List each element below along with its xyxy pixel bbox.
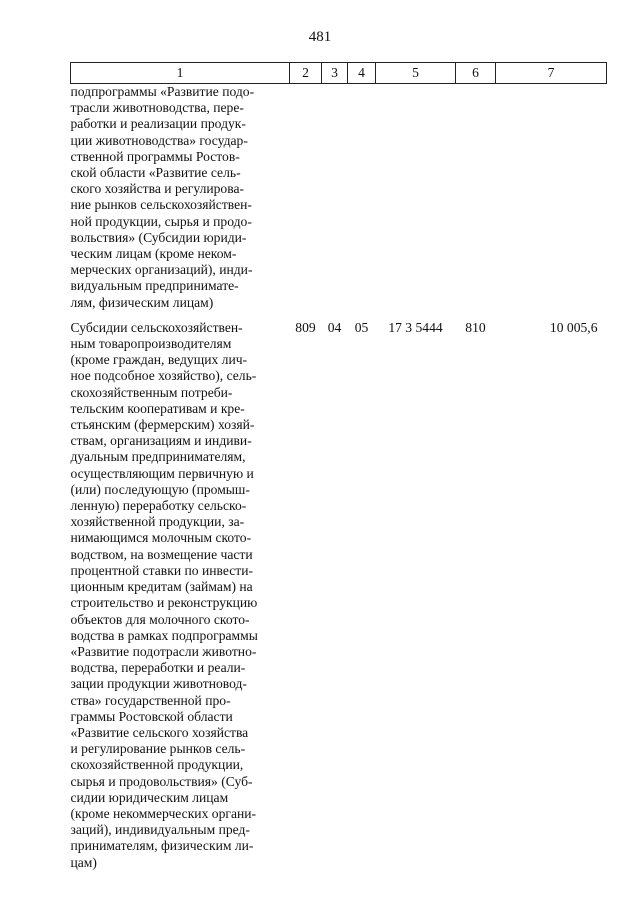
column-header-7: 7 (496, 63, 607, 84)
column-header-6: 6 (456, 63, 496, 84)
column-header-4: 4 (348, 63, 376, 84)
row-name-text: Субсидии сельскохозяйствен- ным товаропроизводителям (кроме граждан, ведущих лич- ное подсобное хозяйство), сель- скохозяйственным потреби- тельским кооперативам и кре- стьянским (фермерским) хозяй- ствам, организациям и индиви- дуальным предпринимателям, осуществляющим первичную и (или) последующую (промыш- ленную) переработку сельско- хозяйственной продукции, за- нимающимся молочным ското- водством, на возмещение части процентной ставки по инвести- ционным кредитам (займам) на строительство и реконструкцию объектов для молочного ското- водства в рамках подпрограммы «Развитие подотрасли животно- водства, переработки и реали- зации продукции животновод- ства» государственной про- граммы Ростовской области «Развитие сельского хозяйства и регулирование рынков сель- скохозяйственной продукции, сырья и продовольствия» (Суб- сидии юридическим лицам (кроме некоммерческих органи- заций), индивидуальным пред- принимателям, физическим ли- цам) (70, 319, 258, 870)
budget-table (70, 62, 607, 871)
cell-section-code: 04 (327, 319, 342, 335)
table-header (71, 63, 607, 84)
cell-target-article: 17 3 5444 (388, 319, 443, 335)
row-name-text: подпрограммы «Развитие подо- трасли животноводства, пере- работки и реализации продук- ции животноводства» государ- ственной программы Ростов- ской области «Развитие сель- ского хозяйства и регулирова- ние рынков сельскохозяйствен- ной продукции, сырья и продо- вольствия» (Субсидии юриди- ческим лицам (кроме неком- мерческих организаций), инди- видуальным предпринимате- лям, физическим лицам) (70, 84, 255, 310)
cell-amount (496, 84, 607, 320)
header-row (71, 63, 607, 84)
column-header-2: 2 (290, 63, 322, 84)
row-name-cell (71, 84, 290, 320)
column-header-5: 5 (376, 63, 456, 84)
cell-ministry-code (290, 84, 322, 320)
table-body (71, 84, 607, 871)
cell-expense-type: 810 (465, 319, 486, 335)
page-number: 481 (308, 29, 332, 45)
cell-subsection-code: 05 (354, 319, 369, 335)
row-name-cell (71, 320, 290, 871)
cell-amount: 10 005,6 (549, 319, 598, 335)
cell-subsection-code (348, 84, 376, 320)
cell-ministry-code: 809 (295, 319, 316, 335)
column-header-1: 1 (71, 63, 290, 84)
table-row (71, 84, 607, 320)
column-header-3: 3 (322, 63, 348, 84)
cell-target-article (376, 84, 456, 320)
cell-section-code (322, 84, 348, 320)
table-row (71, 320, 607, 871)
cell-expense-type (456, 84, 496, 320)
